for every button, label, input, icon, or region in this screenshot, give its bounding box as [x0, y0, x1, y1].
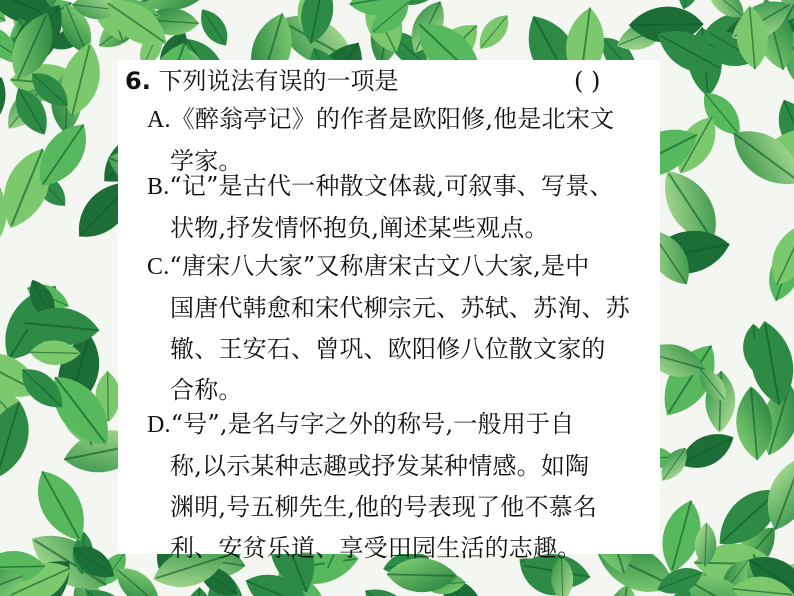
option-text: “号”,是名与字之外的称号,一般用于自 [170, 410, 575, 438]
answer-blank: ( ) [574, 67, 601, 95]
question-title [125, 63, 398, 99]
option-text: 状物,抒发情怀抱负,阐述某些观点。 [170, 214, 549, 242]
option-c [147, 246, 657, 411]
leaf-shape [472, 9, 515, 55]
option-label: D. [147, 412, 171, 438]
option-text: 称,以示某种志趣或抒发某种情感。如陶 [170, 452, 590, 480]
option-text: 利、安贫乐道、享受田园生活的志趣。 [170, 534, 582, 562]
option-text: “唐宋八大家”又称唐宋古文八大家,是中 [169, 252, 590, 280]
question-number: 6. [125, 67, 151, 95]
option-text: 《醉翁亭记》的作者是欧阳修,他是北宋文 [170, 105, 615, 133]
option-text: 学家。 [170, 147, 243, 175]
option-b [147, 166, 657, 249]
option-text: 国唐代韩愈和宋代柳宗元、苏轼、苏洵、苏 [170, 294, 630, 322]
option-d [147, 404, 657, 569]
option-text: 合称。 [170, 376, 243, 404]
option-label: A. [147, 107, 171, 133]
question-stem: 下列说法有误的一项是 [158, 67, 399, 95]
option-label: B. [147, 174, 170, 200]
option-text: 辙、王安石、曾巩、欧阳修八位散文家的 [170, 335, 606, 363]
option-label: C. [147, 254, 170, 280]
option-text: 渊明,号五柳先生,他的号表现了他不慕名 [170, 493, 598, 521]
option-text: “记”是古代一种散文体裁,可叙事、写景、 [169, 172, 614, 200]
